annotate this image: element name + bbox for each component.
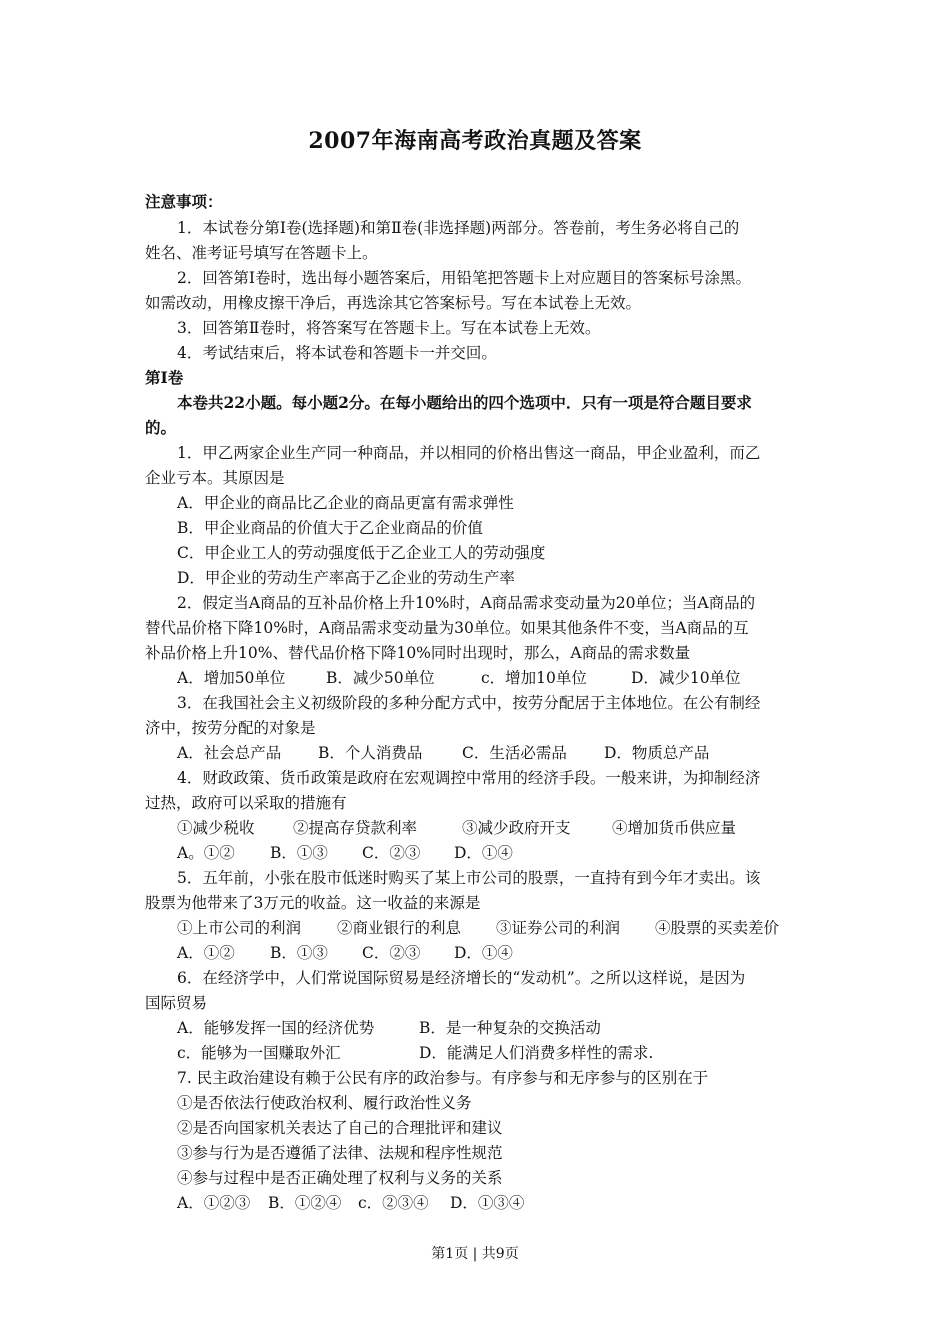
question-stem: 2．假定当A商品的互补品价格上升10%时，A商品需求变动量为20单位；当A商品的 (177, 594, 756, 612)
question-option: D．甲企业的劳动生产率高于乙企业的劳动生产率 (177, 569, 515, 587)
question-option: B．个人消费品 (318, 744, 423, 762)
question-stem: 过热，政府可以采取的措施有 (145, 794, 347, 812)
page-footer: 第1页 | 共9页 (431, 1246, 519, 1262)
question-item: ③证券公司的利润 (496, 919, 621, 937)
question-option: A．增加50单位 (177, 669, 286, 687)
question-item: ②是否向国家机关表达了自己的合理批评和建议 (177, 1119, 503, 1137)
notice-line: 姓名、准考证号填写在答题卡上。 (145, 244, 378, 262)
question-item: ①减少税收 (177, 819, 255, 837)
notice-heading: 注意事项： (145, 192, 223, 211)
question-stem: 3．在我国社会主义初级阶段的多种分配方式中，按劳分配居于主体地位。在公有制经 (177, 694, 761, 712)
notice-line: 4．考试结束后，将本试卷和答题卡一并交回。 (177, 344, 497, 362)
question-option: c．能够为一国赚取外汇 (177, 1044, 341, 1062)
question-option: B．①③ (270, 844, 328, 862)
question-option: c．增加10单位 (481, 669, 587, 687)
question-option: A．①② (177, 944, 235, 962)
question-option: B．①③ (270, 944, 328, 962)
question-option: D．物质总产品 (604, 744, 710, 762)
question-item: ④增加货币供应量 (612, 819, 737, 837)
notice-line: 3．回答第Ⅱ卷时，将答案写在答题卡上。写在本试卷上无效。 (177, 319, 601, 337)
question-stem: 7. 民主政治建设有赖于公民有序的政治参与。有序参与和无序参与的区别在于 (177, 1069, 709, 1087)
question-stem: 济中，按劳分配的对象是 (145, 719, 316, 737)
question-option: B．减少50单位 (326, 669, 435, 687)
question-option: B．是一种复杂的交换活动 (419, 1019, 601, 1037)
section-intro: 的。 (145, 418, 177, 437)
question-stem: 补品价格上升10%、替代品价格下降10%同时出现时，那么，A商品的需求数量 (145, 644, 691, 662)
question-option: c．②③④ (358, 1194, 429, 1212)
question-item: ④参与过程中是否正确处理了权利与义务的关系 (177, 1169, 503, 1187)
question-option: A．社会总产品 (177, 744, 282, 762)
question-item: ②提高存贷款利率 (293, 819, 418, 837)
question-item: ②商业银行的利息 (337, 919, 462, 937)
question-option: C．生活必需品 (462, 744, 567, 762)
question-item: ①上市公司的利润 (177, 919, 302, 937)
notice-line: 2．回答第Ⅰ卷时，选出每小题答案后，用铅笔把答题卡上对应题目的答案标号涂黑。 (177, 269, 751, 287)
section-heading: 第Ⅰ卷 (145, 368, 184, 387)
question-item: ③参与行为是否遵循了法律、法规和程序性规范 (177, 1144, 503, 1162)
question-option: A．能够发挥一国的经济优势 (177, 1019, 375, 1037)
question-stem: 1．甲乙两家企业生产同一种商品，并以相同的价格出售这一商品，甲企业盈利，而乙 (177, 444, 761, 462)
question-stem: 6．在经济学中，人们常说国际贸易是经济增长的“发动机”。之所以这样说，是因为 (177, 969, 746, 987)
question-stem: 国际贸易 (145, 994, 208, 1012)
document-title: 2007年海南高考政治真题及答案 (308, 128, 642, 154)
question-item: ④股票的买卖差价 (655, 919, 780, 937)
notice-line: 如需改动，用橡皮擦干净后，再选涂其它答案标号。写在本试卷上无效。 (145, 294, 642, 312)
question-option: D．能满足人们消费多样性的需求. (419, 1044, 654, 1062)
notice-line: 1．本试卷分第Ⅰ卷(选择题)和第Ⅱ卷(非选择题)两部分。答卷前，考生务必将自己的 (177, 219, 740, 237)
question-option: D．减少10单位 (631, 669, 741, 687)
question-item: ③减少政府开支 (462, 819, 571, 837)
question-option: A．①②③ (177, 1194, 251, 1212)
question-option: D．①④ (454, 944, 513, 962)
question-option: D．①④ (454, 844, 513, 862)
question-option: B．①②④ (268, 1194, 342, 1212)
section-intro: 本卷共22小题。每小题2分。在每小题给出的四个选项中．只有一项是符合题目要求 (177, 393, 752, 412)
question-option: B．甲企业商品的价值大于乙企业商品的价值 (177, 519, 483, 537)
question-option: C．②③ (362, 844, 421, 862)
question-option: A。①② (177, 844, 235, 862)
question-stem: 4．财政政策、货币政策是政府在宏观调控中常用的经济手段。一般来讲，为抑制经济 (177, 769, 761, 787)
question-stem: 5．五年前，小张在股市低迷时购买了某上市公司的股票，一直持有到今年才卖出。该 (177, 869, 761, 887)
question-stem: 企业亏本。其原因是 (145, 469, 285, 487)
question-item: ①是否依法行使政治权利、履行政治性义务 (177, 1094, 472, 1112)
question-option: D．①③④ (450, 1194, 525, 1212)
question-option: C．甲企业工人的劳动强度低于乙企业工人的劳动强度 (177, 544, 546, 562)
question-option: C．②③ (362, 944, 421, 962)
question-stem: 股票为他带来了3万元的收益。这一收益的来源是 (145, 894, 481, 912)
question-option: A．甲企业的商品比乙企业的商品更富有需求弹性 (177, 494, 514, 512)
question-stem: 替代品价格下降10%时，A商品需求变动量为30单位。如果其他条件不变，当A商品的互 (145, 619, 749, 637)
